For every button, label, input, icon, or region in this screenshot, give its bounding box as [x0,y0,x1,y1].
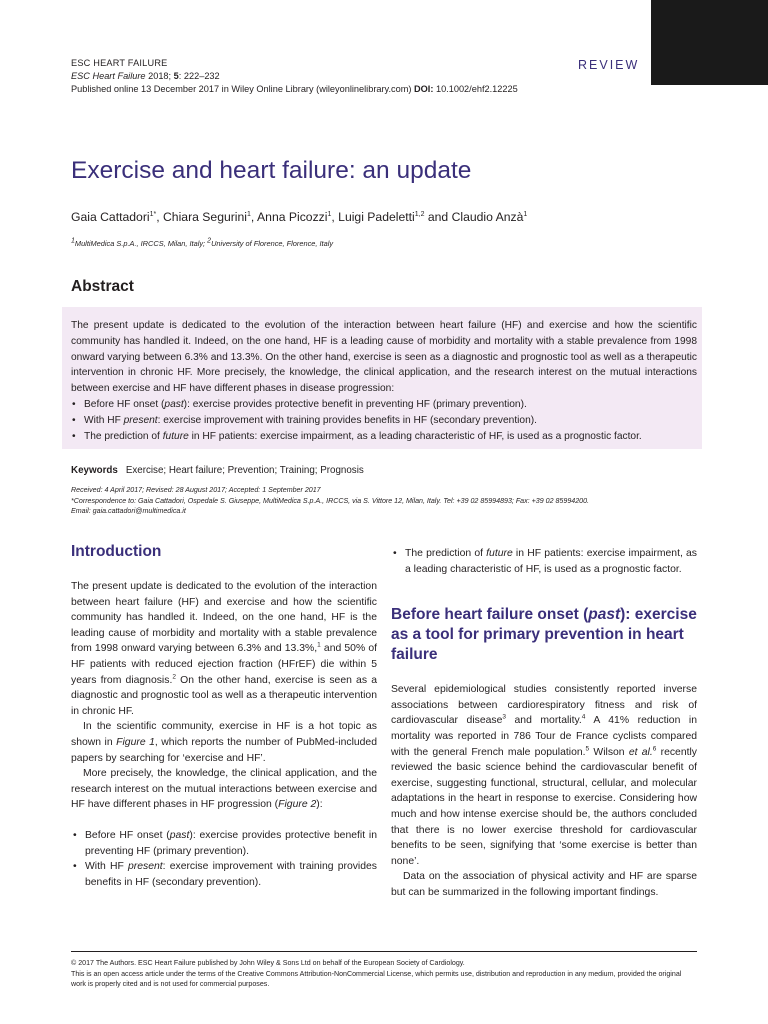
author-sup: 1 [327,210,332,218]
affiliation-2: University of Florence, Florence, Italy [211,239,334,248]
right-column [391,546,697,901]
citation-ref[interactable]: 4 [581,713,586,721]
author-name: Gaia Cattadori [71,210,150,224]
author-separator: and [424,210,452,224]
license-notice: This is an open access article under the terms of the Creative Commons Attribution-NonCommercial License, which permits use, distribution and reproduction in any medium, provided the original work is properly cited and is not used for commercial purposes. [71,969,682,988]
intro-paragraph-2 [71,719,377,766]
bullet-text: in HF patients: exercise impairment, as a leading characteristic of HF, is used as a prognostic factor. [405,548,697,575]
page-footer [71,958,697,990]
abstract-body [71,318,697,444]
correspondence: *Correspondence to: Gaia Cattadori, Ospedale S. Giuseppe, MultiMedica S.p.A., IRCCS, via S. Vittore 12, Milan, Italy. Tel: +39 02 85994893; Fax: +39 02 85994200. [71,496,590,505]
citation-year: 2018; [145,71,174,81]
citation-ref[interactable]: 6 [652,745,657,753]
bullet-text: : exercise improvement with training provides benefits in HF (secondary prevention). [85,861,377,888]
bullet-emphasis: present [123,414,158,426]
author-name: Chiara Segurini [163,210,248,224]
section2-paragraph-1 [391,682,697,869]
bullet-emphasis: past [164,398,184,410]
affiliations [71,239,333,248]
journal-header [71,57,518,96]
keywords-line [71,465,364,476]
keywords-label: Keywords [71,465,118,476]
author-sup: 1,2 [414,210,425,218]
author-sup: 1 [247,210,251,218]
article-title: Exercise and heart failure: an update [71,157,472,184]
bullet-text: The prediction of [405,548,487,559]
bullet-text: With HF [85,861,128,873]
paragraph-text: On the other hand, exercise is seen as a diagnostic and prognostic tool as well as a therapeutic intervention in chronic HF. [71,674,377,717]
footer-divider [71,951,697,952]
bullet-text: : exercise improvement with training provides benefits in HF (secondary prevention). [157,414,537,426]
author-separator: , [156,210,163,224]
bullet-emphasis: present [127,861,163,873]
bullet-text: Before HF onset ( [84,398,165,410]
affiliation-1: MultiMedica S.p.A., IRCCS, Milan, Italy; [74,239,208,248]
abstract-bullet-list [71,397,697,444]
citation-volume: 5 [173,71,179,81]
heading-emphasis: past [588,606,621,624]
citation-pages: : 222–232 [178,71,220,81]
author-name: Anna Picozzi [257,210,328,224]
figure-ref[interactable]: Figure 1 [116,736,155,748]
received-dates: Received: 4 April 2017; Revised: 28 August 2017; Accepted: 1 September 2017 [71,486,321,494]
corner-color-tab [651,0,768,85]
copyright-notice: © 2017 The Authors. ESC Heart Failure published by John Wiley & Sons Ltd on behalf of the European Society of Cardiology. [71,959,465,967]
bullet-text: ): exercise provides protective benefit in preventing HF (primary prevention). [85,829,377,857]
doi-link[interactable]: 10.1002/ehf2.12225 [433,84,518,94]
paragraph-text: ): [316,799,323,811]
heading-text: ): exercise as a tool for primary prevention in heart failure [391,606,697,664]
heading-text: Before heart failure onset ( [391,606,589,624]
abstract-bullet [71,397,697,413]
citation-ref[interactable]: 1 [317,641,321,649]
article-type-label: REVIEW [578,58,640,72]
article-meta [71,485,701,517]
intro-paragraph-3 [71,766,377,813]
abstract-bullet [71,413,697,429]
bullet-text: With HF [84,414,124,426]
figure-ref[interactable]: Figure 2 [278,799,317,811]
bullet-text: The prediction of [84,430,163,442]
intro-bullet [71,828,377,859]
left-column [71,542,377,890]
section2-paragraph-2: Data on the association of physical activity and HF are sparse but can be summarized in the following important findings. [391,871,697,898]
author-list [71,210,527,224]
paragraph-text: In the scientific community, exercise in HF is a hot topic as shown in [71,721,377,748]
published-line [71,83,518,96]
abstract-paragraph: The present update is dedicated to the evolution of the interaction between heart failure (HF) and exercise and how the scientific community has handled it. Indeed, on the one hand, HF is a leading cause of morbidity and mortality with a stable prevalence from 1998 onward varying between 6.3% and 13.3%. On the other hand, exercise is seen as a diagnostic and prognostic tool as well as a therapeutic intervention in chronic HF. More precisely, the knowledge, the clinical application, and the research interest on the mutual interactions between exercise and HF have different phases in disease progression: [71,320,697,395]
affiliation-sup: 2 [207,237,212,245]
paragraph-text: , which reports the number of PubMed-included papers by searching for ‘exercise and HF’. [71,736,377,764]
correspondence-email[interactable]: Email: gaia.cattadori@multimedica.it [71,507,186,515]
author-sup: 1* [149,210,157,218]
keywords-values: Exercise; Heart failure; Prevention; Training; Prognosis [125,465,364,476]
citation-ref[interactable]: 2 [172,673,176,681]
paragraph-text: More precisely, the knowledge, the clinical application, and the research interest on the mutual interactions between exercise and HF have different phases in HF progression ( [71,768,377,811]
paragraph-text: and mortality. [505,715,582,727]
intro-bullet [71,859,377,890]
paragraph-text: Wilson [589,746,629,758]
citation-ref[interactable]: 3 [502,713,506,721]
bullet-emphasis: future [162,430,189,442]
bullet-text: ): exercise provides protective benefit in preventing HF (primary prevention). [183,398,527,410]
intro-bullet-list [71,828,377,890]
section-heading-primary-prevention [391,605,697,665]
paragraph-text: The present update is dedicated to the evolution of the interaction between heart failure (HF) and exercise and how the scientific community has handled it. Indeed, on the one hand, HF is the leading cause of morbidity and mortality with a stable prevalence from 1998 onward varying between 6.3% and 13.3%, [71,581,377,655]
citation-ref[interactable]: 5 [585,745,590,753]
intro-bullet [391,546,697,577]
affiliation-sup: 1 [71,237,75,245]
abstract-bullet [71,429,697,445]
intro-paragraph-1 [71,579,377,719]
author-name: Claudio Anzà [451,210,524,224]
bullet-text: in HF patients: exercise impairment, as a leading characteristic of HF, is used as a prognostic factor. [188,430,642,442]
paragraph-text: Several epidemiological studies consistently reported inverse associations between cardiorespiratory fitness and risk of cardiovascular disease [391,684,697,727]
citation-line [71,70,518,83]
bullet-emphasis: past [169,829,190,841]
author-sup: 1 [523,210,528,218]
doi-label: DOI: [414,84,434,94]
bullet-text: Before HF onset ( [85,829,170,841]
paragraph-emphasis: et al. [628,746,653,758]
bullet-emphasis: future [486,548,513,559]
paragraph-text: recently reviewed the basic science behind the cardiovascular benefit of exercise, suggesting functional, structural, cellular, and molecular adaptations in the heart in response to exercise. Considering how much and how intense exercise should be, the authors concluded that there is no lower exercise threshold for cardiovascular benefits to be seen, signifying that ‘some exercise is better than none’. [391,746,697,867]
intro-bullet-list-cont [391,546,697,577]
abstract-heading: Abstract [71,278,134,295]
journal-name: ESC HEART FAILURE [71,58,168,68]
published-text: Published online 13 December 2017 in Wiley Online Library (wileyonlinelibrary.com) [71,84,414,94]
paragraph-text: and 50% of HF patients with reduced ejection fraction (HFrEF) die within 5 years from diagnosis. [71,643,377,686]
introduction-heading: Introduction [71,543,162,560]
author-separator: , [331,210,339,224]
author-separator: , [250,210,258,224]
author-name: Luigi Padeletti [338,210,415,224]
paragraph-text: A 41% reduction in mortality was reported in 786 Tour de France cyclists compared with the general French male population. [391,715,697,758]
citation-journal: ESC Heart Failure [71,71,146,81]
